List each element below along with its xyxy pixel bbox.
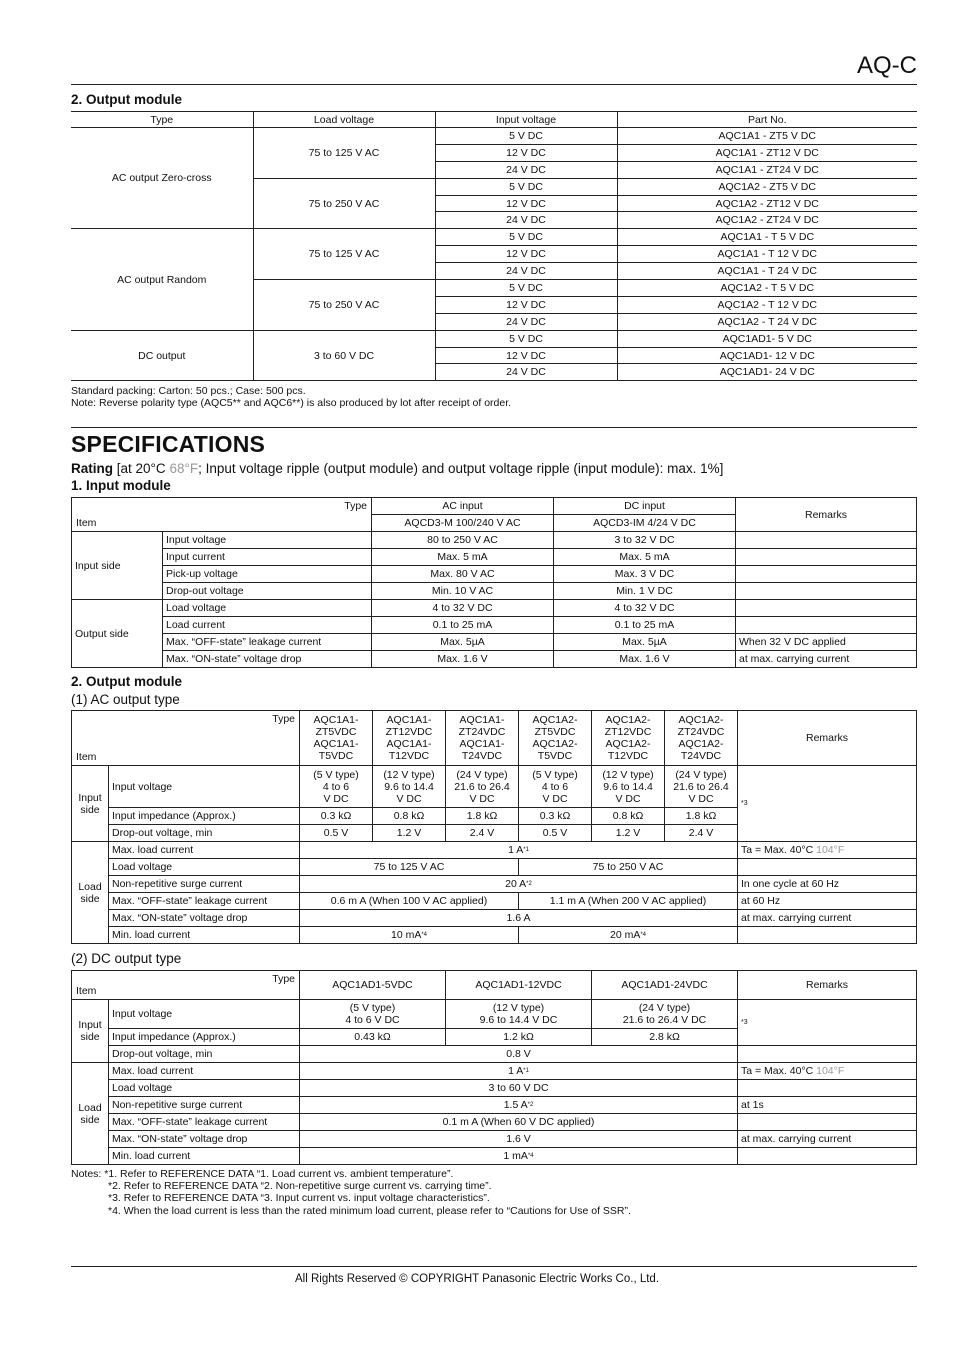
copyright-footer: All Rights Reserved © COPYRIGHT Panasonic Electric Works Co., Ltd.: [294, 1273, 660, 1285]
cell: 2.4 V: [665, 825, 738, 842]
cell: 1.1 m A (When 200 V AC applied): [519, 893, 738, 910]
input-side-label: Input side: [72, 766, 109, 842]
row-label: Max. load current: [109, 842, 300, 859]
load-voltage-cell: 75 to 125 V AC: [253, 229, 435, 280]
specifications-heading: SPECIFICATIONS: [71, 431, 266, 457]
cell: 20 $mA^{*4}$: [519, 927, 738, 944]
cell: (5 V type) 4 to 6 V DC: [300, 766, 373, 808]
row-label: Input current: [163, 549, 372, 566]
row-label: Max. load current: [109, 1063, 300, 1080]
remark: Ta = Max. 40°C 104°F: [738, 842, 917, 859]
cell: 0.3 kΩ: [300, 808, 373, 825]
cell: (24 V type) 21.6 to 26.4 V DC: [446, 766, 519, 808]
row-label: Load voltage: [109, 1080, 300, 1097]
part-column-header: AQC1AD1-5VDC: [300, 971, 446, 1000]
input-voltage-cell: 12 V DC: [435, 144, 617, 161]
row-label: Max. “ON-state” voltage drop: [109, 1131, 300, 1148]
cell: 1 $A^{*1}$: [300, 1063, 738, 1080]
cell: Min. 1 V DC: [554, 583, 736, 600]
packing-note: Standard packing: Carton: 50 pcs.; Case: 500 pcs.: [71, 385, 306, 397]
table-row: [71, 330, 917, 347]
cell: Max. 5µA: [554, 634, 736, 651]
input-voltage-cell: 24 V DC: [435, 212, 617, 229]
cell: (24 V type) 21.6 to 26.4 V DC: [592, 1000, 738, 1029]
part-number-cell: AQC1A2 - ZT24 V DC: [617, 212, 917, 229]
footnote-3: *3. Refer to REFERENCE DATA “3. Input current vs. input voltage characteristics”.: [108, 1192, 490, 1204]
part-number-cell: AQC1A2 - T 24 V DC: [617, 313, 917, 330]
cell: 2.8 kΩ: [592, 1029, 738, 1046]
cell: 1.6 V: [300, 1131, 738, 1148]
input-voltage-cell: 5 V DC: [435, 280, 617, 297]
remark: [738, 1080, 917, 1097]
part-number-cell: AQC1A2 - ZT5 V DC: [617, 178, 917, 195]
column-header: Input voltage: [435, 112, 617, 128]
cell: 1.8 kΩ: [446, 808, 519, 825]
cell: Max. 5 mA: [372, 549, 554, 566]
cell: 20 $A^{*2}$: [300, 876, 738, 893]
row-label: Min. load current: [109, 1148, 300, 1165]
rating-pre: [at 20°C: [113, 461, 170, 476]
cell: 1.6 A: [300, 910, 738, 927]
reverse-polarity-note: Note: Reverse polarity type (AQC5** and AQC6**) is also produced by lot after receipt of order.: [71, 397, 512, 409]
remark: [738, 1148, 917, 1165]
cell: Max. 5µA: [372, 634, 554, 651]
row-label: Load current: [163, 617, 372, 634]
load-side-label: Load side: [72, 1063, 109, 1165]
ac-part-number: AQCD3-M 100/240 V AC: [372, 515, 554, 532]
remark-footnote-3: *3: [738, 766, 917, 842]
cell: 0.1 to 25 mA: [554, 617, 736, 634]
input-voltage-cell: 5 V DC: [435, 178, 617, 195]
part-column-header: AQC1A2- ZT5VDC AQC1A2- T5VDC: [519, 711, 592, 766]
cell: 0.43 kΩ: [300, 1029, 446, 1046]
input-side-label: Input side: [72, 532, 163, 600]
cell: 80 to 250 V AC: [372, 532, 554, 549]
part-number-cell: AQC1A1 - ZT12 V DC: [617, 144, 917, 161]
cell: 1 $A^{*1}$: [300, 842, 738, 859]
part-number-cell: AQC1AD1- 24 V DC: [617, 364, 917, 381]
input-module-table: [71, 497, 917, 668]
remark: [736, 532, 917, 549]
remark: [738, 1114, 917, 1131]
rating-line: [71, 461, 723, 476]
type-cell: AC output Zero-cross: [71, 128, 253, 229]
ac-output-table: [71, 710, 917, 944]
ac-output-type-heading: (1) AC output type: [71, 692, 180, 707]
remark: [736, 600, 917, 617]
part-column-header: AQC1AD1-24VDC: [592, 971, 738, 1000]
cell: 1.5 $A^{*2}$: [300, 1097, 738, 1114]
row-label: Min. load current: [109, 927, 300, 944]
part-column-header: AQC1A2- ZT24VDC AQC1A2- T24VDC: [665, 711, 738, 766]
cell: 1 $mA^{*4}$: [300, 1148, 738, 1165]
row-label: Drop-out voltage, min: [109, 825, 300, 842]
load-voltage-cell: 75 to 250 V AC: [253, 280, 435, 331]
row-label: Load voltage: [163, 600, 372, 617]
item-label: Item: [76, 985, 97, 997]
footnote-4: *4. When the load current is less than the rated minimum load current, please refer to “Cautions for Use of SSR”.: [108, 1205, 631, 1217]
table-row: [71, 229, 917, 246]
input-voltage-cell: 12 V DC: [435, 195, 617, 212]
cell: (12 V type) 9.6 to 14.4 V DC: [592, 766, 665, 808]
part-number-cell: AQC1A1 - ZT5 V DC: [617, 128, 917, 145]
rating-post: ; Input voltage ripple (output module) and output voltage ripple (input module): max. 1%]: [198, 461, 724, 476]
type-item-header: [72, 971, 300, 1000]
row-label: Max. “ON-state” voltage drop: [163, 651, 372, 668]
input-voltage-cell: 24 V DC: [435, 263, 617, 280]
type-label: Type: [272, 713, 295, 725]
type-cell: AC output Random: [71, 229, 253, 330]
rating-fahrenheit: 68°F: [169, 461, 199, 476]
cell: Max. 1.6 V: [554, 651, 736, 668]
column-header: Type: [71, 112, 253, 128]
remarks-header: Remarks: [738, 971, 917, 1000]
row-label: Max. “OFF-state” leakage current: [163, 634, 372, 651]
row-label: Non-repetitive surge current: [109, 1097, 300, 1114]
input-voltage-cell: 5 V DC: [435, 229, 617, 246]
item-label: Item: [76, 517, 97, 529]
load-voltage-cell: 3 to 60 V DC: [253, 330, 435, 381]
cell: 0.1 m A (When 60 V DC applied): [300, 1114, 738, 1131]
part-number-cell: AQC1A1 - T 12 V DC: [617, 246, 917, 263]
cell: 10 $mA^{*4}$: [300, 927, 519, 944]
type-label: Type: [344, 500, 367, 512]
cell: 3 to 60 V DC: [300, 1080, 738, 1097]
row-label: Input voltage: [163, 532, 372, 549]
cell: 1.2 kΩ: [446, 1029, 592, 1046]
remarks-header: Remarks: [736, 498, 917, 532]
cell: 75 to 250 V AC: [519, 859, 738, 876]
remark: [736, 617, 917, 634]
output-module-heading: 2. Output module: [71, 92, 182, 107]
dc-output-table: [71, 970, 917, 1165]
part-number-cell: AQC1AD1- 5 V DC: [617, 330, 917, 347]
section-rule: [71, 427, 917, 428]
remark: [736, 583, 917, 600]
cell: 0.6 m A (When 100 V AC applied): [300, 893, 519, 910]
row-label: Max. “OFF-state” leakage current: [109, 1114, 300, 1131]
remark: at max. carrying current: [736, 651, 917, 668]
part-column-header: AQC1A1- ZT24VDC AQC1A1- T24VDC: [446, 711, 519, 766]
type-label: Type: [272, 973, 295, 985]
remark: [738, 859, 917, 876]
footer-rule: [71, 1266, 917, 1267]
type-item-header: [72, 711, 300, 766]
load-voltage-cell: 75 to 250 V AC: [253, 178, 435, 229]
input-side-label: Input side: [72, 1000, 109, 1063]
cell: 0.5 V: [300, 825, 373, 842]
part-number-cell: AQC1A2 - ZT12 V DC: [617, 195, 917, 212]
input-voltage-cell: 24 V DC: [435, 364, 617, 381]
row-label: Load voltage: [109, 859, 300, 876]
top-rule: [71, 84, 917, 85]
input-voltage-cell: 12 V DC: [435, 246, 617, 263]
cell: Max. 5 mA: [554, 549, 736, 566]
cell: 75 to 125 V AC: [300, 859, 519, 876]
part-column-header: AQC1A2- ZT12VDC AQC1A2- T12VDC: [592, 711, 665, 766]
row-label: Max. “OFF-state” leakage current: [109, 893, 300, 910]
cell: (5 V type) 4 to 6 V DC: [300, 1000, 446, 1029]
remark: at max. carrying current: [738, 1131, 917, 1148]
cell: 0.1 to 25 mA: [372, 617, 554, 634]
part-column-header: AQC1A1- ZT5VDC AQC1A1- T5VDC: [300, 711, 373, 766]
row-label: Input impedance (Approx.): [109, 808, 300, 825]
remark: at 1s: [738, 1097, 917, 1114]
row-label: Pick-up voltage: [163, 566, 372, 583]
dc-output-type-heading: (2) DC output type: [71, 951, 182, 966]
row-label: Input voltage: [109, 1000, 300, 1029]
brand-title: AQ-C: [857, 52, 917, 79]
remark: [738, 1046, 917, 1063]
cell: (5 V type) 4 to 6 V DC: [519, 766, 592, 808]
table-row: [71, 128, 917, 145]
part-column-header: AQC1A1- ZT12VDC AQC1A1- T12VDC: [373, 711, 446, 766]
cell: Max. 1.6 V: [372, 651, 554, 668]
output-side-label: Output side: [72, 600, 163, 668]
input-voltage-cell: 5 V DC: [435, 128, 617, 145]
rating-label: Rating: [71, 461, 113, 476]
remark: [738, 927, 917, 944]
cell: (12 V type) 9.6 to 14.4 V DC: [446, 1000, 592, 1029]
cell: 4 to 32 V DC: [372, 600, 554, 617]
cell: (24 V type) 21.6 to 26.4 V DC: [665, 766, 738, 808]
ac-input-header: AC input: [372, 498, 554, 515]
row-label: Input voltage: [109, 766, 300, 808]
column-header: Load voltage: [253, 112, 435, 128]
cell: 1.2 V: [592, 825, 665, 842]
cell: 3 to 32 V DC: [554, 532, 736, 549]
part-number-cell: AQC1A2 - T 12 V DC: [617, 296, 917, 313]
remark: Ta = Max. 40°C 104°F: [738, 1063, 917, 1080]
dc-part-number: AQCD3-IM 4/24 V DC: [554, 515, 736, 532]
item-label: Item: [76, 751, 97, 763]
row-label: Input impedance (Approx.): [109, 1029, 300, 1046]
output-module-heading-2: 2. Output module: [71, 674, 182, 689]
column-header: Part No.: [617, 112, 917, 128]
cell: Max. 80 V AC: [372, 566, 554, 583]
type-item-header: [72, 498, 372, 532]
dc-input-header: DC input: [554, 498, 736, 515]
footnote-1: Notes: *1. Refer to REFERENCE DATA “1. Load current vs. ambient temperature”.: [71, 1168, 454, 1180]
remark-footnote-3: *3: [738, 1000, 917, 1046]
input-module-heading: 1. Input module: [71, 478, 171, 493]
input-voltage-cell: 5 V DC: [435, 330, 617, 347]
remark: [736, 549, 917, 566]
input-voltage-cell: 24 V DC: [435, 161, 617, 178]
remark: at max. carrying current: [738, 910, 917, 927]
output-module-table: [71, 111, 917, 381]
type-cell: DC output: [71, 330, 253, 381]
input-voltage-cell: 12 V DC: [435, 296, 617, 313]
part-column-header: AQC1AD1-12VDC: [446, 971, 592, 1000]
remark: In one cycle at 60 Hz: [738, 876, 917, 893]
part-number-cell: AQC1AD1- 12 V DC: [617, 347, 917, 364]
remark: [736, 566, 917, 583]
remark: When 32 V DC applied: [736, 634, 917, 651]
cell: 4 to 32 V DC: [554, 600, 736, 617]
part-number-cell: AQC1A2 - T 5 V DC: [617, 280, 917, 297]
cell: 1.2 V: [373, 825, 446, 842]
cell: 0.8 kΩ: [592, 808, 665, 825]
load-side-label: Load side: [72, 842, 109, 944]
cell: 0.8 V: [300, 1046, 738, 1063]
input-voltage-cell: 12 V DC: [435, 347, 617, 364]
part-number-cell: AQC1A1 - T 24 V DC: [617, 263, 917, 280]
row-label: Non-repetitive surge current: [109, 876, 300, 893]
part-number-cell: AQC1A1 - ZT24 V DC: [617, 161, 917, 178]
load-voltage-cell: 75 to 125 V AC: [253, 128, 435, 179]
cell: (12 V type) 9.6 to 14.4 V DC: [373, 766, 446, 808]
row-label: Max. “ON-state” voltage drop: [109, 910, 300, 927]
remarks-header: Remarks: [738, 711, 917, 766]
cell: Min. 10 V AC: [372, 583, 554, 600]
footnote-2: *2. Refer to REFERENCE DATA “2. Non-repetitive surge current vs. carrying time”.: [108, 1180, 492, 1192]
cell: 0.5 V: [519, 825, 592, 842]
cell: 2.4 V: [446, 825, 519, 842]
input-voltage-cell: 24 V DC: [435, 313, 617, 330]
row-label: Drop-out voltage: [163, 583, 372, 600]
cell: 0.3 kΩ: [519, 808, 592, 825]
cell: 0.8 kΩ: [373, 808, 446, 825]
cell: Max. 3 V DC: [554, 566, 736, 583]
part-number-cell: AQC1A1 - T 5 V DC: [617, 229, 917, 246]
cell: 1.8 kΩ: [665, 808, 738, 825]
remark: at 60 Hz: [738, 893, 917, 910]
row-label: Drop-out voltage, min: [109, 1046, 300, 1063]
